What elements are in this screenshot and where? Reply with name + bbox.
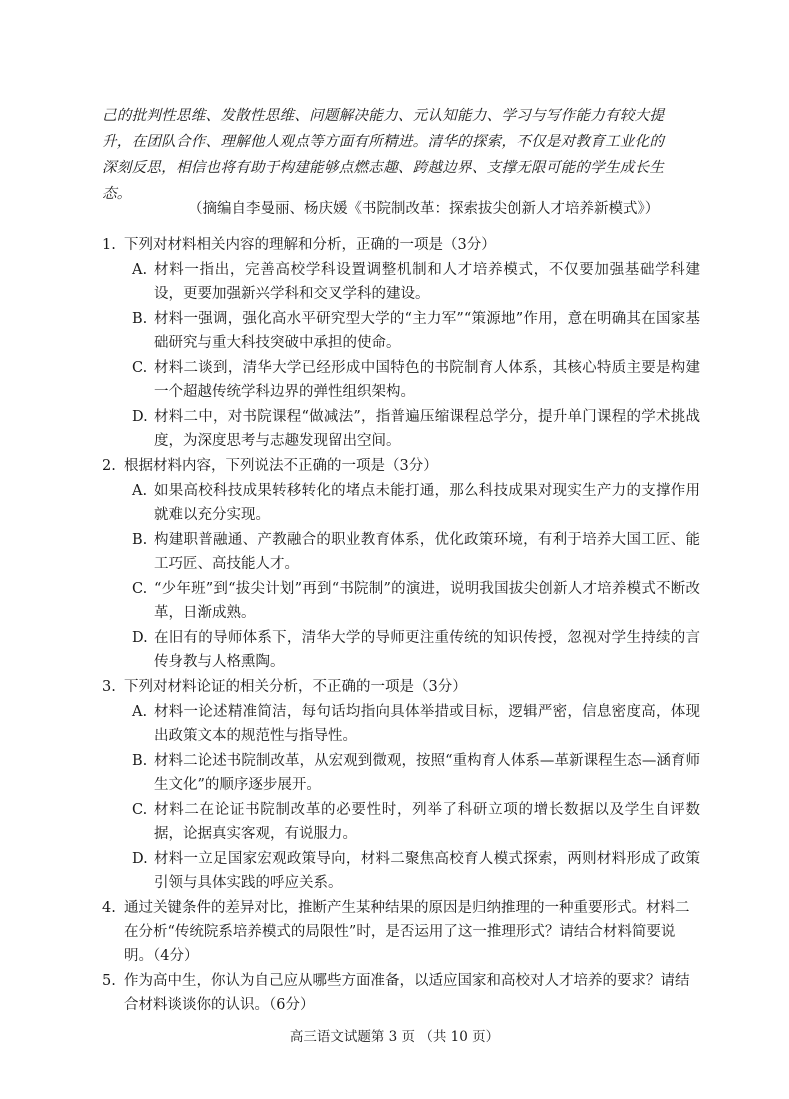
question-text: 下列对材料论证的相关分析，不正确的一项是（3分） (124, 679, 467, 695)
option-text: “少年班”到“拔尖计划”再到“书院制”的演进，说明我国拔尖创新人才培养模式不断改革，日渐成熟。 (154, 581, 700, 621)
option-label: D. (132, 851, 148, 867)
option-label: D. (132, 409, 148, 425)
question-4 (102, 896, 700, 968)
option-d (102, 405, 700, 453)
question-text: 通过关键条件的差异对比，推断产生某种结果的原因是归纳推理的一种重要形式。材料二在分析“传统院系培养模式的局限性”时，是否运用了这一推理形式？请结合材料简要说明。（4分） (124, 900, 690, 964)
question-1 (102, 233, 700, 453)
option-label: B. (132, 532, 148, 548)
question-number: 5. (102, 973, 116, 989)
option-text: 材料二中，对书院课程“做减法”，指普遍压缩课程总学分，提升单门课程的学术挑战度，为深度思考与志趣发现留出空间。 (154, 409, 700, 449)
question-stem (102, 233, 700, 257)
passage-source: （摘编自李曼丽、杨庆媛《书院制改革：探索拔尖创新人才培养新模式》） (188, 201, 660, 217)
question-text: 根据材料内容，下列说法不正确的一项是（3分） (124, 458, 438, 474)
option-text: 材料二谈到，清华大学已经形成中国特色的书院制育人体系，其核心特质主要是构建一个超越传统学科边界的弹性组织架构。 (154, 360, 700, 400)
question-number: 1. (102, 237, 116, 253)
option-text: 材料一指出，完善高校学科设置调整机制和人才培养模式，不仅要加强基础学科建设，更要加强新兴学科和交叉学科的建设。 (154, 262, 700, 302)
option-label: A. (132, 483, 148, 499)
intro-line: 己的批判性思维、发散性思维、问题解决能力、元认知能力、学习与写作能力有较大提 (102, 107, 665, 124)
question-text: 下列对材料相关内容的理解和分析，正确的一项是（3分） (124, 237, 496, 253)
option-label: C. (132, 360, 148, 376)
option-a (102, 479, 700, 527)
option-text: 构建职普融通、产教融合的职业教育体系，优化政策环境，有利于培养大国工匠、能工巧匠、高技能人才。 (154, 532, 700, 572)
option-text: 材料一论述精准简洁，每句话均指向具体举措或目标，逻辑严密，信息密度高，体现出政策文本的规范性与指导性。 (154, 704, 700, 744)
intro-line: 态。 (102, 185, 132, 202)
option-label: D. (132, 630, 148, 646)
option-label: C. (132, 802, 148, 818)
question-number: 2. (102, 458, 116, 474)
question-text: 作为高中生，你认为自己应从哪些方面准备，以适应国家和高校对人才培养的要求？请结合材料谈谈你的认识。（6分） (124, 973, 690, 1013)
question-stem (102, 896, 700, 968)
question-stem (102, 969, 700, 1017)
option-b (102, 307, 700, 355)
option-c (102, 798, 700, 846)
option-text: 如果高校科技成果转移转化的堵点未能打通，那么科技成果对现实生产力的支撑作用就难以充分实现。 (154, 483, 700, 523)
option-a (102, 700, 700, 748)
option-c (102, 356, 700, 404)
option-label: B. (132, 311, 148, 327)
option-b (102, 749, 700, 797)
question-stem (102, 454, 700, 478)
question-stem (102, 675, 700, 699)
option-label: B. (132, 753, 148, 769)
question-2 (102, 454, 700, 674)
option-text: 材料二在论证书院制改革的必要性时，列举了科研立项的增长数据以及学生自评数据，论据真实客观，有说服力。 (154, 802, 700, 842)
question-3 (102, 675, 700, 895)
intro-line: 升，在团队合作、理解他人观点等方面有所精进。清华的探索，不仅是对教育工业化的 (102, 133, 665, 150)
page-footer: 高三语文试题第 3 页 （共 10 页） (289, 1029, 500, 1045)
option-label: C. (132, 581, 148, 597)
intro-line: 深刻反思，相信也将有助于构建能够点燃志趣、跨越边界、支撑无限可能的学生成长生 (102, 159, 665, 176)
option-b (102, 528, 700, 576)
option-a (102, 258, 700, 306)
option-text: 在旧有的导师体系下，清华大学的导师更注重传统的知识传授，忽视对学生持续的言传身教与人格熏陶。 (154, 630, 700, 670)
option-text: 材料一立足国家宏观政策导向，材料二聚焦高校育人模式探索，两则材料形成了政策引领与具体实践的呼应关系。 (154, 851, 700, 891)
passage-intro (102, 103, 696, 207)
option-text: 材料二论述书院制改革，从宏观到微观，按照“重构育人体系—革新课程生态—涵育师生文化”的顺序逐步展开。 (154, 753, 700, 793)
question-number: 4. (102, 900, 116, 916)
question-number: 3. (102, 679, 116, 695)
option-label: A. (132, 262, 148, 278)
option-text: 材料一强调，强化高水平研究型大学的“主力军”“策源地”作用，意在明确其在国家基础研究与重大科技突破中承担的使命。 (154, 311, 700, 351)
option-c (102, 577, 700, 625)
question-list (102, 233, 700, 1018)
option-d (102, 847, 700, 895)
question-5 (102, 969, 700, 1017)
option-label: A. (132, 704, 148, 720)
option-d (102, 626, 700, 674)
